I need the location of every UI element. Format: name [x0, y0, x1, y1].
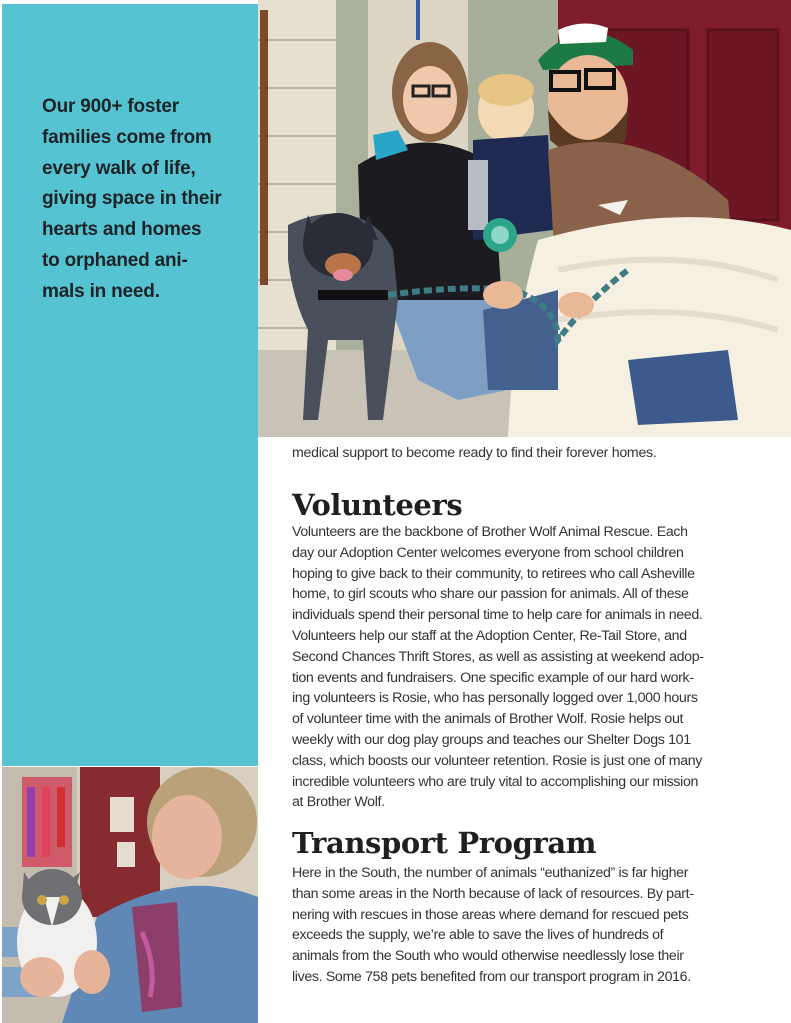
- body-line: individuals spend their personal time to help care for animals in need.: [292, 607, 703, 624]
- body-line: home, to girl scouts who share our passion for animals. All of these: [292, 586, 689, 603]
- section-body-volunteers: [292, 522, 762, 813]
- body-line: nering with rescues in those areas where demand for rescued pets: [292, 906, 689, 923]
- body-line: Second Chances Thrift Stores, as well as assisting at weekend adop-: [292, 648, 704, 665]
- section-title-transport-program: Transport Program: [292, 826, 597, 860]
- body-line: class, which boosts our volunteer retention. Rosie is just one of many: [292, 752, 703, 769]
- photo-illustration-icon: [258, 0, 791, 437]
- body-line: animals from the South who would otherwise needlessly lose their: [292, 948, 684, 965]
- pull-quote-line: Our 900+ foster: [42, 96, 179, 117]
- pull-quote-line: giving space in their: [42, 188, 222, 210]
- body-line: ing volunteers is Rosie, who has personally logged over 1,000 hours: [292, 690, 698, 707]
- body-line: at Brother Wolf.: [292, 794, 385, 811]
- section-body-transport-program: [292, 863, 762, 988]
- pull-quote-line: to orphaned ani-: [42, 249, 188, 271]
- body-line: day our Adoption Center welcomes everyone from school children: [292, 544, 684, 561]
- pull-quote-line: hearts and homes: [42, 219, 202, 241]
- volunteer-with-kitten-photo: [2, 767, 258, 1023]
- body-line: exceeds the supply, we’re able to save the lives of hundreds of: [292, 927, 664, 944]
- body-line: weekly with our dog play groups and teaches our Shelter Dogs 101: [292, 731, 691, 748]
- pull-quote: [42, 92, 252, 308]
- lead-line: medical support to become ready to find their forever homes.: [292, 445, 657, 461]
- family-with-dog-photo: [258, 0, 791, 437]
- body-line: Volunteers help our staff at the Adoption Center, Re-Tail Store, and: [292, 627, 687, 644]
- body-line: Here in the South, the number of animals “euthanized” is far higher: [292, 865, 689, 881]
- body-line: incredible volunteers who are truly vital to accomplishing our mission: [292, 773, 699, 790]
- body-line: of volunteer time with the animals of Brother Wolf. Rosie helps out: [292, 711, 684, 728]
- pull-quote-line: families come from: [42, 126, 212, 148]
- section-title-volunteers: Volunteers: [292, 488, 463, 522]
- body-line: hoping to give back to their community, to retirees who call Asheville: [292, 565, 695, 582]
- photo-illustration-icon: [2, 767, 258, 1023]
- body-line: than some areas in the North because of lack of resources. By part-: [292, 885, 694, 902]
- pull-quote-line: mals in need.: [42, 280, 160, 302]
- body-line: tion events and fundraisers. One specific example of our hard work-: [292, 669, 694, 686]
- body-line: lives. Some 758 pets benefited from our transport program in 2016.: [292, 968, 691, 985]
- pull-quote-line: every walk of life,: [42, 157, 196, 179]
- body-line: Volunteers are the backbone of Brother Wolf Animal Rescue. Each: [292, 524, 688, 540]
